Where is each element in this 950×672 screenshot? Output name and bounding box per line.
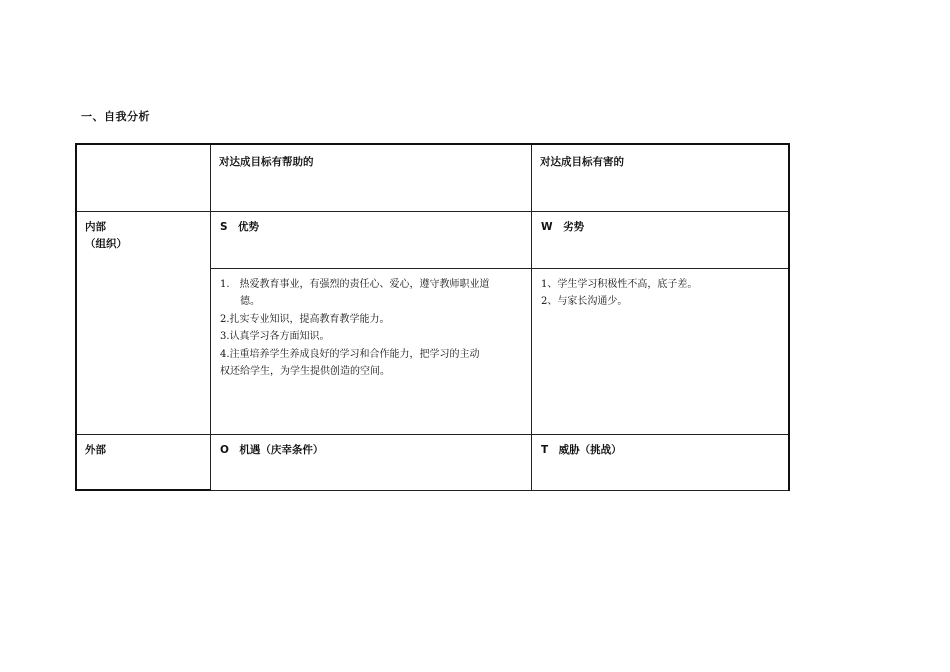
strengths-label-cell	[211, 211, 532, 268]
external-label-cell	[76, 434, 211, 490]
weaknesses-list	[532, 269, 788, 311]
internal-label-cell	[76, 211, 211, 434]
internal-sublabel: （组织）	[85, 237, 127, 250]
helpful-header-cell	[211, 144, 532, 211]
strengths-label: S 优势	[220, 220, 260, 233]
strengths-cell	[211, 268, 532, 434]
internal-label: 内部	[85, 220, 106, 233]
helpful-header: 对达成目标有帮助的	[219, 156, 314, 168]
list-item: 权还给学生，为学生提供创造的空间。	[220, 366, 390, 377]
list-item: 2、与家长沟通少。	[541, 296, 628, 307]
list-item: 1. 热爱教育事业，有强烈的责任心、爱心，遵守教师职业道	[220, 278, 490, 290]
swot-table	[75, 143, 790, 491]
list-item: 4.注重培养学生养成良好的学习和合作能力，把学习的主动	[220, 348, 480, 360]
list-item: 2.扎实专业知识，提高教育教学能力。	[220, 313, 390, 325]
list-item: 3.认真学习各方面知识。	[220, 331, 330, 342]
list-item: 1、学生学习积极性不高，底子差。	[541, 278, 698, 290]
harmful-header-cell	[532, 144, 790, 211]
opportunities-label: O 机遇（庆幸条件）	[220, 443, 324, 456]
list-item: 德。	[240, 296, 260, 307]
weaknesses-label: W 劣势	[541, 220, 585, 233]
strengths-list	[211, 269, 531, 381]
threats-label: T 威胁（挑战）	[541, 443, 622, 456]
threats-cell	[532, 434, 790, 490]
section-title: 一、自我分析	[81, 110, 150, 123]
weaknesses-cell	[532, 268, 790, 434]
harmful-header: 对达成目标有害的	[540, 156, 624, 168]
opportunities-cell	[211, 434, 532, 490]
corner-cell	[76, 144, 211, 211]
external-label: 外部	[85, 443, 106, 456]
weaknesses-label-cell	[532, 211, 790, 268]
